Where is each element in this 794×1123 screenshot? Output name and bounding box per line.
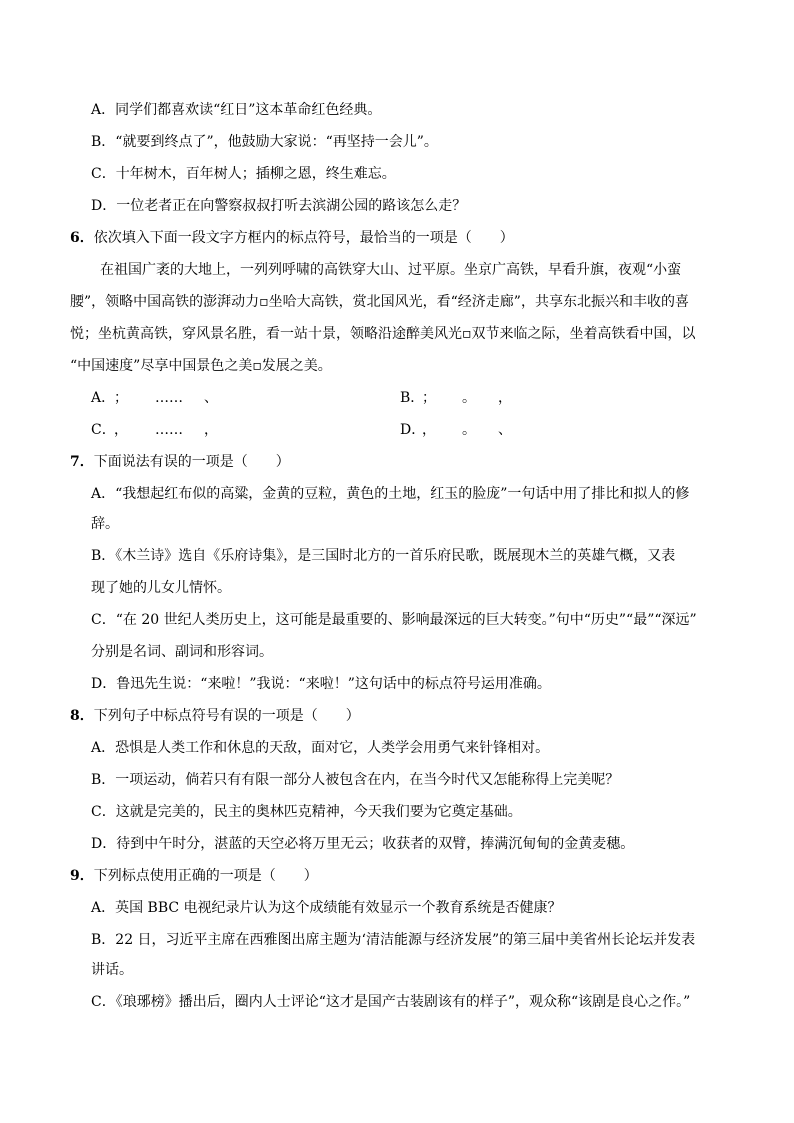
q6-option-b-mark-3: ，: [498, 390, 512, 406]
q6-option-b-letter: B．: [400, 390, 425, 406]
question-6-text: 依次填入下面一段文字方框内的标点符号，最恰当的一项是（ ）: [93, 230, 514, 246]
q6-option-d-mark-3: 、: [498, 422, 512, 438]
question-6-number: 6．: [70, 230, 94, 246]
q8-option-d: D．待到中午时分，湛蓝的天空必将万里无云；收获者的双臂，捧满沉甸甸的金黄麦穗。: [91, 836, 635, 852]
q9-option-a: A．英国 BBC 电视纪录片认为这个成绩能有效显示一个教育系统是否健康？: [91, 900, 562, 916]
q6-option-b-mark-1: ；: [422, 390, 436, 406]
prev-option-d: D．一位老者正在向警察叔叔打听去滨湖公园的路该怎么走？: [91, 198, 467, 214]
question-9-stem: [70, 866, 318, 886]
question-9-number: 9．: [70, 868, 94, 884]
q6-option-d-letter: D．: [400, 422, 426, 438]
q8-option-a: A．恐惧是人类工作和休息的天敌，面对它，人类学会用勇气来针锋相对。: [91, 740, 550, 756]
q7-line-5: C．“在 20 世纪人类历史上，这可能是最重要的、影响最深远的巨大转变。”句中“历史”“最”“深远”: [91, 612, 697, 628]
q6-passage-line-2: 腰”，领略中国高铁的澎湃动力▫坐哈大高铁，赏北国风光，看“经济走廊”，共享东北振兴和丰收的喜: [70, 294, 689, 310]
q6-option-a-mark-1: ；: [114, 390, 128, 406]
question-8-number: 8．: [70, 708, 94, 724]
q7-line-2: 辞。: [91, 516, 119, 532]
q6-option-c-mark-3: ，: [204, 422, 218, 438]
q6-option-b-mark-2: 。: [462, 390, 476, 406]
q8-option-b: B．一项运动，倘若只有有限一部分人被包含在内，在当今时代又怎能称得上完美呢？: [91, 772, 620, 788]
question-8-stem: [70, 706, 360, 726]
q6-option-c-mark-1: ，: [114, 422, 128, 438]
prev-option-c: C．十年树木，百年树人；插柳之恩，终生难忘。: [91, 166, 396, 182]
q6-passage-line-3: 悦；坐杭黄高铁，穿风景名胜，看一站十景，领略沿途醉美风光▫双节来临之际，坐着高铁看中国，以: [70, 326, 696, 342]
q7-line-3: B．《木兰诗》选自《乐府诗集》，是三国时北方的一首乐府民歌，既展现木兰的英雄气概，又表: [91, 548, 676, 564]
q7-line-7: D．鲁迅先生说：“来啦！”我说：“来啦！”这句话中的标点符号运用准确。: [91, 676, 551, 692]
q6-option-d-mark-1: ，: [422, 422, 436, 438]
question-6-stem: [70, 228, 514, 248]
q6-option-a-mark-3: 、: [204, 390, 218, 406]
prev-option-a: A．同学们都喜欢读“红日”这本革命红色经典。: [91, 102, 382, 118]
q6-option-a-letter: A．: [91, 390, 116, 406]
q6-option-d-mark-2: 。: [462, 422, 476, 438]
question-9-text: 下列标点使用正确的一项是（ ）: [93, 868, 318, 884]
q6-option-c-letter: C．: [91, 422, 116, 438]
q6-passage-line-4: “中国速度”尽享中国景色之美▫发展之美。: [70, 358, 332, 374]
q6-option-c-mark-2: ……: [155, 422, 183, 438]
q7-line-4: 现了她的儿女儿情怀。: [91, 580, 231, 596]
prev-option-b: B．“就要到终点了”，他鼓励大家说：“再坚持一会儿”。: [91, 134, 438, 150]
q7-line-1: A．“我想起红布似的高粱，金黄的豆粒，黄色的土地，红玉的脸庞”一句话中用了排比和拟人的修: [91, 486, 690, 502]
question-7-number: 7．: [70, 454, 94, 470]
q9-option-c: C．《琅琊榜》播出后，圈内人士评论“这才是国产古装剧该有的样子”，观众称“该剧是良心之作。”: [91, 994, 691, 1010]
question-7-stem: [70, 452, 290, 472]
question-8-text: 下列句子中标点符号有误的一项是（ ）: [93, 708, 360, 724]
q7-line-6: 分别是名词、副词和形容词。: [91, 644, 273, 660]
q8-option-c: C．这就是完美的，民主的奥林匹克精神，今天我们要为它奠定基础。: [91, 804, 522, 820]
question-7-text: 下面说法有误的一项是（ ）: [93, 454, 290, 470]
q9-option-b-line-2: 讲话。: [91, 962, 133, 978]
q9-option-b-line-1: B．22 日，习近平主席在西雅图出席主题为‘清洁能源与经济发展”的第三届中美省州长论坛并发表: [91, 932, 696, 948]
q6-option-a-mark-2: ……: [155, 390, 183, 406]
q6-passage-line-1: 在祖国广袤的大地上，一列列呼啸的高铁穿大山、过平原。坐京广高铁，早看升旗，夜观“小蛮: [100, 262, 682, 278]
